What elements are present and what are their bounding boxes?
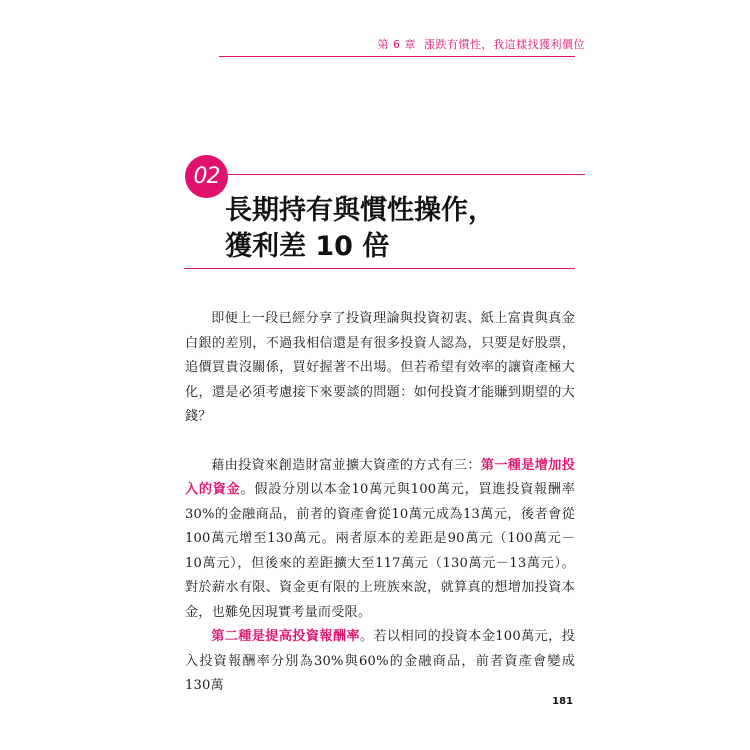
section-title-line2: 獲利差 10 倍 xyxy=(225,231,390,262)
section-title-line1: 長期持有與慣性操作， xyxy=(225,195,495,226)
section-rule-top xyxy=(221,174,585,175)
highlight-method-1: 第一種是增加投入的資金 xyxy=(185,457,575,497)
section-title xyxy=(225,193,575,265)
chapter-number: 第 6 章 xyxy=(377,38,416,51)
running-header xyxy=(378,36,586,52)
paragraph-3 xyxy=(185,625,575,699)
section-rule-bottom xyxy=(184,268,575,269)
page-number: 181 xyxy=(552,696,573,707)
chapter-title: 漲跌有慣性，我這樣找獲利價位 xyxy=(424,38,585,51)
paragraph-2-rest: 。假設分別以本金10萬元與100萬元，買進投資報酬率30%的金融商品，前者的資產會從10萬元成為13萬元，後者會從100萬元增至130萬元。兩者原本的差距是90萬元（100萬元－10萬元），但後來的差距擴大至117萬元（130萬元－13萬元）。對於薪水有限、資金更有限的上班族來說，就算真的想增加投資本金，也難免因現實考量而受限。 xyxy=(185,482,575,620)
paragraph-2 xyxy=(185,454,575,626)
header-rule xyxy=(219,56,575,57)
highlight-method-2: 第二種是提高投資報酬率 xyxy=(211,629,360,644)
paragraph-1: 即便上一段已經分享了投資理論與投資初衷、紙上富貴與真金白銀的差別，不過我相信還是有很多投資人認為，只要是好股票，追價買貴沒關係，買好握著不出場。但若希望有效率的讓資產極大化，還是必須考慮接下來要談的問題：如何投資才能賺到期望的大錢？ xyxy=(185,311,575,424)
body-text xyxy=(185,307,575,699)
section-number-badge: 02 xyxy=(185,155,228,198)
book-page xyxy=(165,28,585,718)
paragraph-2-intro: 藉由投資來創造財富並擴大資產的方式有三： xyxy=(211,457,481,473)
paragraph-3-rest: 。若以相同的投資本金100萬元，投入投資報酬率分別為30%與60%的金融商品，前者資產會變成130萬 xyxy=(185,629,575,693)
